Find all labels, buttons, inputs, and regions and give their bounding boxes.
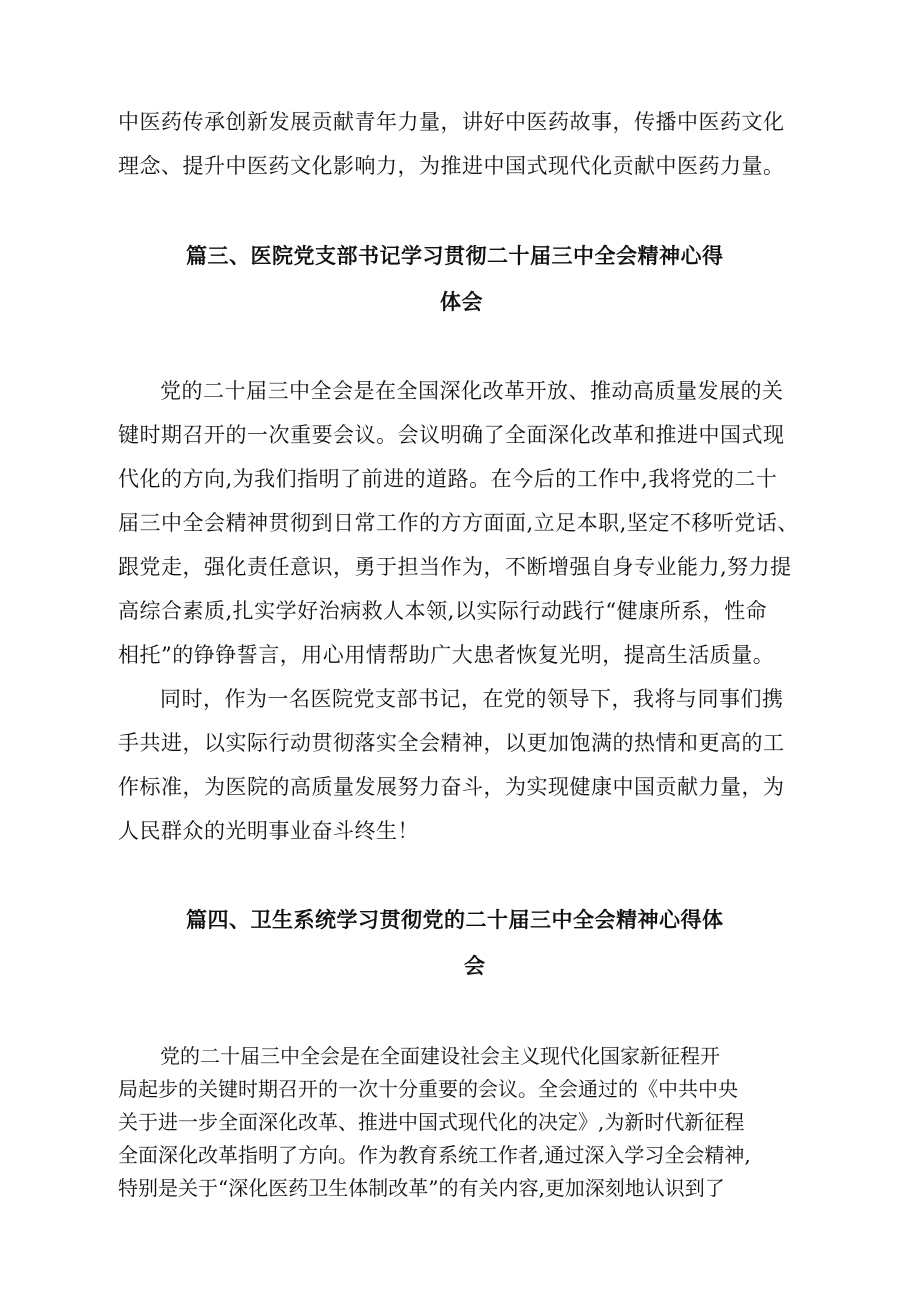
section4-title-line-1: 篇四、卫生系统学习贯彻党的二十届三中全会精神心得体	[186, 908, 724, 932]
section3-p1-line-1: 党的二十届三中全会是在全国深化改革开放、推动高质量发展的关	[160, 379, 784, 403]
section3-title-line-1: 篇三、医院党支部书记学习贯彻二十届三中全会精神心得	[186, 244, 724, 268]
section3-p2-line-1: 同时，作为一名医院党支部书记，在党的领导下，我将与同事们携	[160, 687, 784, 711]
section4-title-line-2: 会	[464, 954, 486, 978]
section4-p1-line-3: 关于进一步全面深化改革、推进中国式现代化的决定》,为新时代新征程	[118, 1110, 745, 1134]
section3-p2-line-4: 人民群众的光明事业奋斗终生！	[118, 819, 419, 843]
intro-line-2: 理念、提升中医药文化影响力，为推进中国式现代化贡献中医药力量。	[118, 154, 785, 178]
section3-title-line-2: 体会	[440, 290, 483, 314]
section4-p1-line-1: 党的二十届三中全会是在全面建设社会主义现代化国家新征程开	[160, 1044, 720, 1068]
section4-p1-line-4: 全面深化改革指明了方向。作为教育系统工作者,通过深入学习全会精神,	[118, 1143, 751, 1167]
section3-p1-line-5: 跟党走，强化责任意识，勇于担当作为，不断增强自身专业能力,努力提	[118, 555, 792, 579]
section3-p1-line-2: 键时期召开的一次重要会议。会议明确了全面深化改革和推进中国式现	[118, 423, 785, 447]
section3-p2-line-2: 手共进，以实际行动贯彻落实全会精神，以更加饱满的热情和更高的工	[118, 731, 785, 755]
section3-p2-line-3: 作标准，为医院的高质量发展努力奋斗，为实现健康中国贡献力量，为	[118, 775, 785, 799]
section4-p1-line-5: 特别是关于“深化医药卫生体制改革”的有关内容,更加深刻地认识到了	[118, 1176, 725, 1200]
section3-p1-line-7: 相托”的铮铮誓言，用心用情帮助广大患者恢复光明，提高生活质量。	[118, 643, 775, 667]
intro-line-1: 中医药传承创新发展贡献青年力量，讲好中医药故事，传播中医药文化	[118, 110, 785, 134]
section3-p1-line-4: 届三中全会精神贯彻到日常工作的方方面面,立足本职,坚定不移听党话、	[118, 511, 799, 535]
section4-p1-line-2: 局起步的关键时期召开的一次十分重要的会议。全会通过的《中共中央	[118, 1077, 738, 1101]
section3-p1-line-6: 高综合素质,扎实学好治病救人本领,以实际行动践行“健康所系，性命	[118, 599, 768, 623]
section3-p1-line-3: 代化的方向,为我们指明了前进的道路。在今后的工作中,我将党的二十	[118, 467, 778, 491]
